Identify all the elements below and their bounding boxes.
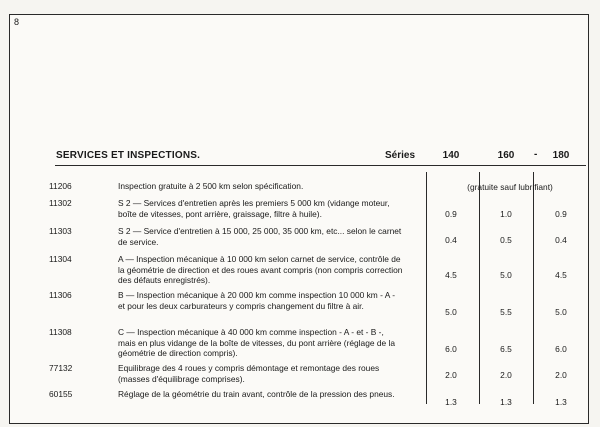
operation-code: 11302: [49, 198, 72, 208]
column-header-160: 160: [497, 150, 515, 161]
time-value-160: 0.5: [500, 235, 512, 245]
time-value-140: 1.3: [445, 397, 457, 407]
series-label: Séries: [385, 150, 416, 161]
time-value-140: 5.0: [445, 307, 457, 317]
column-header-140: 140: [442, 150, 460, 161]
operation-code: 11308: [49, 327, 72, 337]
page-number: 8: [14, 17, 20, 27]
time-value-160: 5.0: [500, 270, 512, 280]
column-header-180: 180: [552, 150, 570, 161]
operation-description: A — Inspection mécanique à 10 000 km selon carnet de service, contrôle de la géométrie de direction et des roues avant compris (non compris correction des défauts enregistrés).: [118, 254, 403, 285]
operation-description: S 2 — Service d'entretien à 15 000, 25 000, 35 000 km, etc... selon le carnet de service.: [118, 226, 402, 247]
time-value-160: 5.5: [500, 307, 512, 317]
operation-code: 11304: [49, 254, 72, 264]
time-value-180: 6.0: [555, 344, 567, 354]
operation-description: Equilibrage des 4 roues y compris démontage et remontage des roues (masses d'équilibrage comprises).: [118, 363, 380, 384]
time-value-180: 5.0: [555, 307, 567, 317]
time-value-180: 4.5: [555, 270, 567, 280]
time-value-140: 0.4: [445, 235, 457, 245]
operation-code: 60155: [49, 389, 73, 399]
column-divider-3: [533, 172, 534, 404]
time-value-140: 6.0: [445, 344, 457, 354]
time-value-160: 2.0: [500, 370, 512, 380]
free-inspection-note: (gratuite sauf lubrifiant): [467, 182, 553, 192]
column-divider-2: [479, 172, 480, 404]
time-value-140: 4.5: [445, 270, 457, 280]
operation-code: 11206: [49, 181, 72, 191]
time-value-160: 1.3: [500, 397, 512, 407]
time-value-160: 1.0: [500, 209, 512, 219]
operation-description: Réglage de la géométrie du train avant, contrôle de la pression des pneus.: [118, 389, 395, 399]
operation-code: 77132: [49, 363, 73, 373]
time-value-180: 1.3: [555, 397, 567, 407]
operation-description: Inspection gratuite à 2 500 km selon spécification.: [118, 181, 304, 191]
time-value-180: 0.4: [555, 235, 567, 245]
time-value-180: 2.0: [555, 370, 567, 380]
operation-code: 11303: [49, 226, 72, 236]
column-divider-1: [426, 172, 427, 404]
column-separator-dash: -: [534, 149, 538, 160]
time-value-140: 2.0: [445, 370, 457, 380]
section-heading: SERVICES ET INSPECTIONS.: [56, 150, 201, 161]
operation-description: S 2 — Services d'entretien après les premiers 5 000 km (vidange moteur, boîte de vitesses, pont arrière, graissage, filtre à huile).: [118, 198, 390, 219]
header-rule: [55, 165, 586, 166]
time-value-160: 6.5: [500, 344, 512, 354]
operation-description: C — Inspection mécanique à 40 000 km comme inspection - A - et - B -, mais en plus vidange de la boîte de vitesses, du pont arrière (réglage de la géométrie de direction compris).: [118, 327, 396, 358]
operation-code: 11306: [49, 290, 72, 300]
time-value-140: 0.9: [445, 209, 457, 219]
time-value-180: 0.9: [555, 209, 567, 219]
operation-description: B — Inspection mécanique à 20 000 km comme inspection 10 000 km - A - et pour les deux carburateurs y compris changement du filtre à air.: [118, 290, 395, 311]
